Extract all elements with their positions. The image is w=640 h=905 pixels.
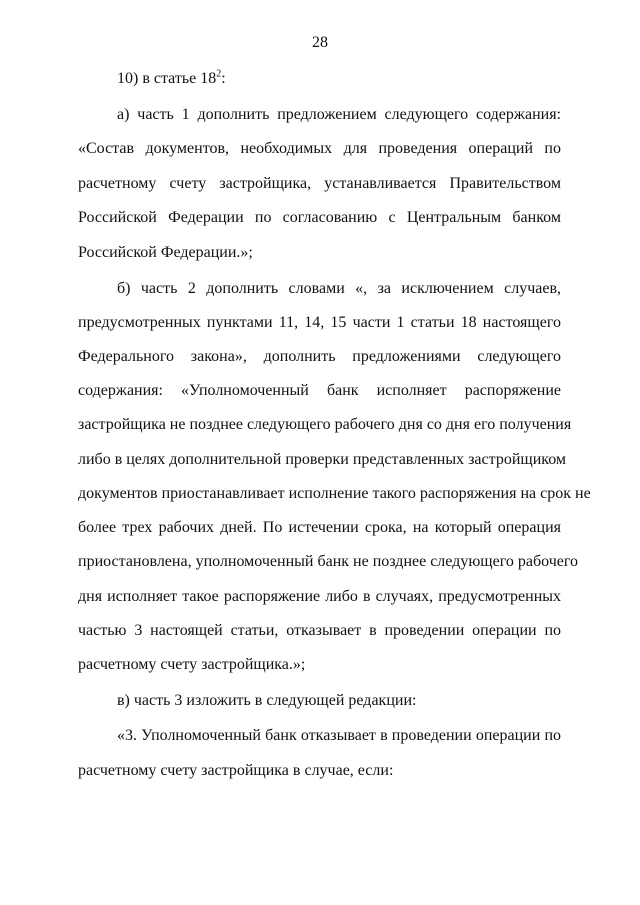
- page-number: 28: [312, 34, 328, 51]
- paragraph-line: расчетному счету застройщика в случае, если:: [78, 762, 394, 779]
- paragraph-line: приостановлена, уполномоченный банк не позднее следующего рабочего: [78, 553, 578, 570]
- paragraph-line: дня исполняет такое распоряжение либо в случаях, предусмотренных: [78, 588, 561, 605]
- paragraph-line: а) часть 1 дополнить предложением следующего содержания:: [117, 106, 561, 123]
- item-heading-colon: :: [221, 70, 226, 87]
- item-heading-superscript: 2: [216, 68, 222, 80]
- paragraph-line: содержания: «Уполномоченный банк исполняет распоряжение: [78, 382, 561, 399]
- paragraph-line: более трех рабочих дней. По истечении срока, на который операция: [78, 519, 561, 536]
- item-heading-text: 10) в статье 18: [117, 70, 217, 87]
- paragraph-line: расчетному счету застройщика, устанавливается Правительством: [78, 175, 561, 192]
- paragraph-line: Российской Федерации по согласованию с Центральным банком: [78, 209, 561, 226]
- paragraph-line: б) часть 2 дополнить словами «, за исключением случаев,: [117, 280, 561, 297]
- paragraph-line: Федерального закона», дополнить предложениями следующего: [78, 348, 561, 365]
- paragraph-line: застройщика не позднее следующего рабочего дня со дня его получения: [78, 416, 572, 433]
- paragraph-line: Российской Федерации.»;: [78, 244, 253, 261]
- paragraph-line: «Состав документов, необходимых для проведения операций по: [78, 140, 561, 157]
- paragraph-line: расчетному счету застройщика.»;: [78, 656, 306, 673]
- paragraph-line: предусмотренных пунктами 11, 14, 15 части 1 статьи 18 настоящего: [78, 314, 561, 331]
- paragraph-line: либо в целях дополнительной проверки представленных застройщиком: [78, 451, 567, 468]
- paragraph-line: документов приостанавливает исполнение такого распоряжения на срок не: [78, 485, 591, 502]
- paragraph-line: в) часть 3 изложить в следующей редакции:: [117, 692, 417, 709]
- paragraph-line: частью 3 настоящей статьи, отказывает в проведении операции по: [78, 622, 561, 639]
- item-heading: [117, 70, 561, 88]
- paragraph-line: «3. Уполномоченный банк отказывает в проведении операции по: [117, 727, 561, 744]
